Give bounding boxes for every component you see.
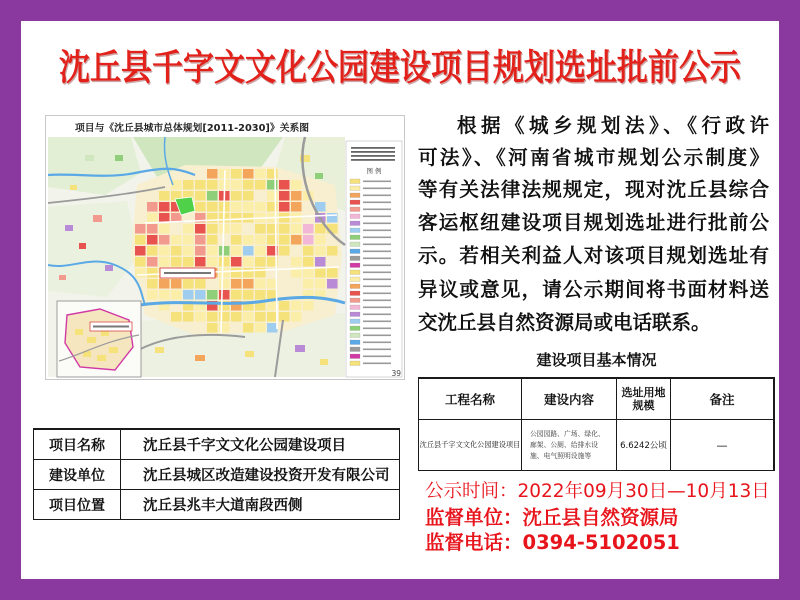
map-legend-swatch [350,249,360,254]
map-land-block [195,355,205,361]
map-land-block [195,180,206,190]
map-land-block [291,235,302,245]
map-land-block [159,213,170,223]
map-legend-swatch [350,228,360,233]
map-land-block [183,290,194,300]
map-legend-label-line [363,349,391,351]
map-land-block [303,235,314,245]
map-land-block [303,301,314,311]
map-land-block [255,323,266,333]
map-land-block [171,246,182,256]
map-land-block [315,246,326,256]
map-land-block [255,312,266,322]
map-land-block [207,169,218,179]
map-land-block [159,257,170,267]
page-title: 沈丘县千字文文化公园建设项目规划选址批前公示 [59,47,741,89]
map-land-block [267,169,278,179]
map-inset-block [97,355,106,361]
map-land-block [315,235,326,245]
map-legend-swatch [350,221,360,226]
label-project-name: 项目名称 [34,430,121,460]
map-legend-label-line [363,272,391,274]
map-land-block [65,225,73,231]
map-land-block [279,224,290,234]
map-land-block [231,180,242,190]
map-legend-swatch [350,256,360,261]
map-land-block [255,257,266,267]
map-land-block [183,180,194,190]
value-project-location: 沈丘县兆丰大道南段西侧 [143,498,303,514]
map-land-block [171,312,182,322]
map-land-block [245,351,254,357]
map-land-block [147,268,158,278]
planning-map [45,115,405,380]
label-project-location: 项目位置 [34,490,121,519]
map-land-block [219,257,230,267]
map-land-block [243,312,254,322]
supervision-phone: 监督电话：0394-5102051 [425,531,680,554]
map-land-block [147,235,158,245]
map-legend-label-line [363,293,391,295]
map-legend-label-line [363,251,391,253]
map-land-block [231,257,242,267]
map-title: 项目与《沈丘县城市总体规划[2011-2030]》关系图 [75,123,310,134]
map-land-block [279,235,290,245]
map-legend-swatch [350,319,360,324]
map-land-block [195,257,206,267]
map-land-block [243,323,254,333]
map-land-block [147,257,158,267]
map-land-block [159,191,170,201]
map-land-block [303,257,314,267]
map-land-block [243,180,254,190]
map-callout-mark [164,272,211,274]
map-land-block [105,265,113,271]
cell-construction-content: 公园园路、广场、绿化、廊架、公厕、给排水设施、电气照明设施等 [522,420,617,470]
map-legend-header-line [351,155,395,157]
map-land-block [327,268,338,278]
map-land-block [303,268,314,278]
map-land-block [147,202,158,212]
cell-remarks: — [716,438,728,452]
map-land-block [171,257,182,267]
map-land-block [255,180,266,190]
map-land-block [183,312,194,322]
map-land-block [243,235,254,245]
cell-site-area: 6.6242公顷 [617,420,671,470]
map-land-block [219,290,230,300]
map-land-block [147,279,158,289]
map-land-block [231,169,242,179]
map-land-block [207,202,218,212]
map-land-block [195,235,206,245]
project-table-caption: 建设项目基本情况 [536,351,657,369]
map-inset-callout-mark [93,326,129,328]
map-land-block [195,279,206,289]
map-land-block [243,202,254,212]
map-land-block [255,169,266,179]
map-land-block [291,312,302,322]
map-land-block [303,224,314,234]
map-land-block [147,290,158,300]
map-legend-swatch [350,312,360,317]
map-land-block [267,312,278,322]
map-land-block [315,279,326,289]
map-land-block [243,279,254,289]
map-legend-label-line [363,307,391,309]
map-land-block [159,246,170,256]
map-legend-swatch [350,186,360,191]
map-legend-label-line [363,188,391,190]
map-land-block [159,290,170,300]
map-legend-label-line [363,328,391,330]
map-land-block [231,279,242,289]
map-land-block [291,301,302,311]
map-land-block [303,279,314,289]
map-legend-swatch [350,298,360,303]
map-land-block [291,191,302,201]
map-land-block [243,191,254,201]
header-project-name: 工程名称 [419,379,522,420]
map-legend-label-line [363,237,391,239]
project-summary-table [33,428,400,520]
map-land-block [243,257,254,267]
map-land-block [219,268,230,278]
map-land-block [85,155,94,161]
map-land-block [231,268,242,278]
map-legend-swatch [350,235,360,240]
map-land-block [279,202,290,212]
map-land-block [135,268,146,278]
project-basic-info-table [418,377,775,471]
map-page-number: 39 [391,369,401,378]
map-legend-label-line [363,342,391,344]
map-legend-swatch [350,242,360,247]
label-construction-unit: 建设单位 [34,460,121,490]
notice-line: 异议或意见，请公示期间将书面材料送 [418,278,769,301]
map-legend-swatch [350,347,360,352]
header-site-area: 选址用地规模 [617,379,671,420]
map-land-block [255,279,266,289]
map-land-block [315,268,326,278]
map-land-block [171,279,182,289]
map-inset-block [75,329,83,335]
map-land-block [195,224,206,234]
map-land-block [147,213,158,223]
map-legend-header-line [351,147,395,149]
map-legend-swatch [350,361,360,366]
map-legend-label-line [363,335,391,337]
map-land-block [70,185,77,190]
map-land-block [135,224,146,234]
value-project-name: 沈丘县千字文文化公园建设项目 [121,430,399,460]
map-land-block [135,235,146,245]
map-land-block [303,246,314,256]
map-land-block [320,359,328,365]
map-legend-label-line [363,356,391,358]
map-land-block [231,224,242,234]
map-land-block [207,257,218,267]
map-land-block [255,202,266,212]
map-land-block [243,268,254,278]
map-land-block [279,301,290,311]
map-legend-swatch [350,354,360,359]
map-legend-title: 图 例 [366,167,382,175]
map-land-block [243,246,254,256]
map-land-block [255,224,266,234]
map-land-block [135,257,146,267]
map-land-block [291,224,302,234]
map-land-block [291,202,302,212]
map-legend-header-line [351,151,395,153]
map-land-block [195,191,206,201]
map-land-block [207,224,218,234]
map-legend-swatch [350,200,360,205]
map-legend-swatch [350,291,360,296]
map-land-block [231,191,242,201]
map-land-block [195,202,206,212]
map-legend-swatch [350,263,360,268]
map-land-block [159,202,170,212]
map-land-block [183,279,194,289]
map-legend-label-line [363,244,391,246]
map-legend-label-line [363,314,391,316]
map-land-block [59,275,66,280]
map-legend-swatch [350,270,360,275]
map-land-block [243,290,254,300]
map-legend-swatch [350,326,360,331]
map-land-block [207,180,218,190]
map-land-block [183,257,194,267]
map-land-block [231,202,242,212]
map-layers [48,137,402,377]
map-land-block [255,290,266,300]
map-land-block [279,180,290,190]
map-land-block [315,257,326,267]
map-land-block [207,290,218,300]
map-land-block [147,224,158,234]
map-legend-label-line [363,363,391,365]
map-land-block [207,235,218,245]
map-land-block [267,323,278,333]
map-legend-label-line [363,181,391,183]
map-land-block [291,180,302,190]
map-legend-label-line [363,223,391,225]
map-inset-block [87,337,96,343]
supervision-unit: 监督单位：沈丘县自然资源局 [425,506,679,529]
map-legend-header-line [351,159,395,161]
map-land-block [231,312,242,322]
map-land-block [171,290,182,300]
value-construction-unit: 沈丘县城区改造建设投资开发有限公司 [121,460,399,490]
notice-line: 客运枢纽建设项目规划选址进行批前公 [418,211,769,234]
map-land-block [207,246,218,256]
map-land-block [279,246,290,256]
map-land-block [183,235,194,245]
header-remarks: 备注 [671,379,773,420]
map-land-block [207,312,218,322]
notice-line: 根据《城乡规划法》、《行政许 [457,114,769,137]
map-legend-swatch [350,340,360,345]
map-legend-label-line [363,321,391,323]
map-land-block [243,169,254,179]
header-construction-content: 建设内容 [522,379,617,420]
map-legend-label-line [363,202,391,204]
map-land-block [315,173,323,179]
map-land-block [115,155,123,161]
map-legend-swatch [350,179,360,184]
map-land-block [183,246,194,256]
map-land-block [255,246,266,256]
map-land-block [219,246,230,256]
map-legend-label-line [363,209,391,211]
map-land-block [327,246,338,256]
map-land-block [291,213,302,223]
map-land-block [231,290,242,300]
map-land-block [195,312,206,322]
map-legend-swatch [350,214,360,219]
cell-project-name: 沈丘县千字文文化公园建设项目 [419,420,522,470]
map-land-block [135,246,146,256]
map-land-block [207,191,218,201]
map-legend-swatch [350,333,360,338]
map-land-block [291,257,302,267]
notice-line: 交沈丘县自然资源局或电话联系。 [418,311,711,334]
map-land-block [295,345,305,352]
map-land-block [79,243,86,249]
map-land-block [279,191,290,201]
map-land-block [231,213,242,223]
publicity-period: 公示时间：2022年09月30日—10月13日 [425,481,770,502]
map-land-block [155,347,164,353]
map-land-block [159,279,170,289]
map-land-block [93,215,102,222]
map-legend-label-line [363,265,391,267]
map-land-block [279,312,290,322]
map-legend-label-line [363,258,391,260]
map-land-block [207,323,218,333]
map-land-block [327,279,338,289]
map-legend-swatch [350,193,360,198]
map-land-block [159,224,170,234]
map-land-block [195,290,206,300]
map-inset-block [109,347,118,353]
map-land-block [231,246,242,256]
map-land-block [219,279,230,289]
map-legend-label-line [363,216,391,218]
map-land-block [171,235,182,245]
map-land-block [159,235,170,245]
map-land-block [195,246,206,256]
map-legend-swatch [350,305,360,310]
notice-line: 等有关法律法规规定，现对沈丘县综合 [418,178,769,201]
map-legend-label-line [363,230,391,232]
map-legend-swatch [350,277,360,282]
map-land-block [147,246,158,256]
notice-line: 可法》、《河南省城市规划公示制度》 [418,146,769,169]
notice-line: 示。若相关利益人对该项目规划选址有 [418,244,769,267]
map-land-block [255,235,266,245]
map-legend-label-line [363,286,391,288]
map-legend-swatch [350,207,360,212]
map-land-block [231,235,242,245]
map-legend-swatch [350,284,360,289]
map-legend-label-line [363,279,391,281]
map-land-block [183,224,194,234]
map-legend-label-line [363,300,391,302]
map-legend-label-line [363,195,391,197]
